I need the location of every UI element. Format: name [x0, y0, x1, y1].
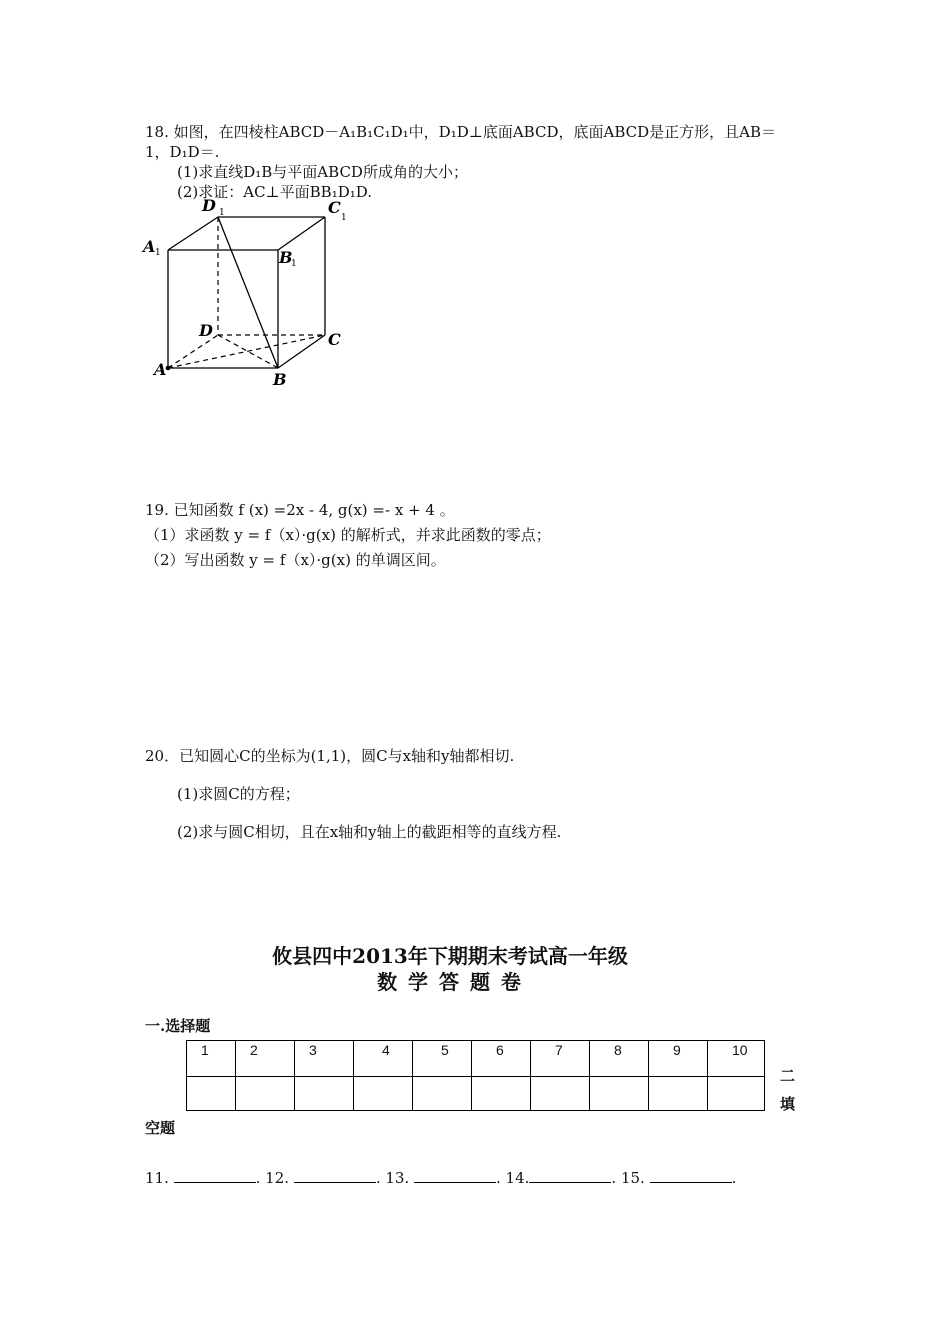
- answer-cell[interactable]: [472, 1077, 531, 1111]
- section-fill-char-3: 空题: [145, 1119, 176, 1137]
- col-9: 9: [649, 1041, 708, 1077]
- q19-part2: （2）写出函数 y = f（x）·g(x) 的单调区间。: [145, 551, 446, 569]
- blank-14[interactable]: [529, 1168, 611, 1183]
- table-header-row: [187, 1041, 765, 1077]
- col-5: 5: [413, 1041, 472, 1077]
- q18-part1: (1)求直线D₁B与平面ABCD所成角的大小；: [177, 163, 468, 181]
- answer-cell[interactable]: [354, 1077, 413, 1111]
- blank-label-11: 11.: [145, 1169, 169, 1187]
- prism-figure: [140, 195, 350, 390]
- answer-sheet-title: 攸县四中2013年下期期末考试高一年级: [272, 944, 628, 968]
- blank-label-12: . 12.: [255, 1169, 290, 1187]
- label-d: D: [199, 321, 213, 340]
- q19-part1: （1）求函数 y = f（x）·g(x) 的解析式，并求此函数的零点；: [145, 526, 551, 544]
- q20-line1: 20．已知圆心C的坐标为(1,1)，圆C与x轴和y轴都相切.: [145, 747, 515, 765]
- answer-cell[interactable]: [590, 1077, 649, 1111]
- table-answer-row: [187, 1077, 765, 1111]
- answer-cell[interactable]: [413, 1077, 472, 1111]
- blank-label-13: . 13.: [375, 1169, 410, 1187]
- col-10: 10: [708, 1041, 765, 1077]
- col-2: 2: [236, 1041, 295, 1077]
- answer-cell[interactable]: [236, 1077, 295, 1111]
- col-8: 8: [590, 1041, 649, 1077]
- label-c1-sub: 1: [341, 213, 347, 223]
- col-3: 3: [295, 1041, 354, 1077]
- label-b1: B: [279, 248, 293, 267]
- section-choice-heading: 一.选择题: [145, 1017, 211, 1035]
- label-c1: C: [328, 198, 341, 217]
- col-7: 7: [531, 1041, 590, 1077]
- col-6: 6: [472, 1041, 531, 1077]
- q19-line1: 19. 已知函数 f (x) =2x - 4, g(x) =- x + 4 。: [145, 501, 455, 519]
- label-d1: D: [202, 196, 216, 215]
- answer-cell[interactable]: [531, 1077, 590, 1111]
- q18-line1: 18. 如图，在四棱柱ABCD－A₁B₁C₁D₁中，D₁D⊥底面ABCD，底面ABCD是正方形，且AB＝: [145, 123, 776, 141]
- label-c: C: [328, 330, 341, 349]
- answer-cell[interactable]: [295, 1077, 354, 1111]
- label-b1-sub: 1: [291, 259, 297, 269]
- q20-part2: (2)求与圆C相切，且在x轴和y轴上的截距相等的直线方程.: [177, 823, 562, 841]
- col-4: 4: [354, 1041, 413, 1077]
- choice-answer-table: [186, 1040, 765, 1111]
- label-d1-sub: 1: [219, 208, 225, 218]
- fill-blanks-row: [145, 1168, 736, 1188]
- label-a1: A: [143, 237, 156, 256]
- label-a1-sub: 1: [155, 248, 161, 258]
- q20-part1: (1)求圆C的方程；: [177, 785, 300, 803]
- col-1: 1: [187, 1041, 236, 1077]
- section-fill-char-2: 填: [780, 1095, 796, 1113]
- q18-line2: 1，D₁D＝.: [145, 143, 220, 161]
- q18-part2: (2)求证：AC⊥平面BB₁D₁D.: [177, 183, 373, 201]
- blank-12[interactable]: [294, 1168, 376, 1183]
- diagonal-d1b: [218, 217, 278, 368]
- answer-cell[interactable]: [649, 1077, 708, 1111]
- blank-13[interactable]: [414, 1168, 496, 1183]
- blank-11[interactable]: [174, 1168, 256, 1183]
- blank-15[interactable]: [650, 1168, 732, 1183]
- blank-end: .: [731, 1169, 737, 1187]
- edge-b1c1: [278, 217, 325, 250]
- label-b: B: [273, 370, 287, 389]
- section-fill-char-1: 二: [780, 1067, 796, 1085]
- edge-a1d1: [168, 217, 218, 250]
- blank-label-14: . 14.: [496, 1169, 530, 1187]
- label-a: A: [154, 360, 167, 379]
- answer-sheet-subtitle: 数 学 答 题 卷: [377, 970, 523, 994]
- answer-cell[interactable]: [187, 1077, 236, 1111]
- answer-cell[interactable]: [708, 1077, 765, 1111]
- blank-label-15: . 15.: [611, 1169, 645, 1187]
